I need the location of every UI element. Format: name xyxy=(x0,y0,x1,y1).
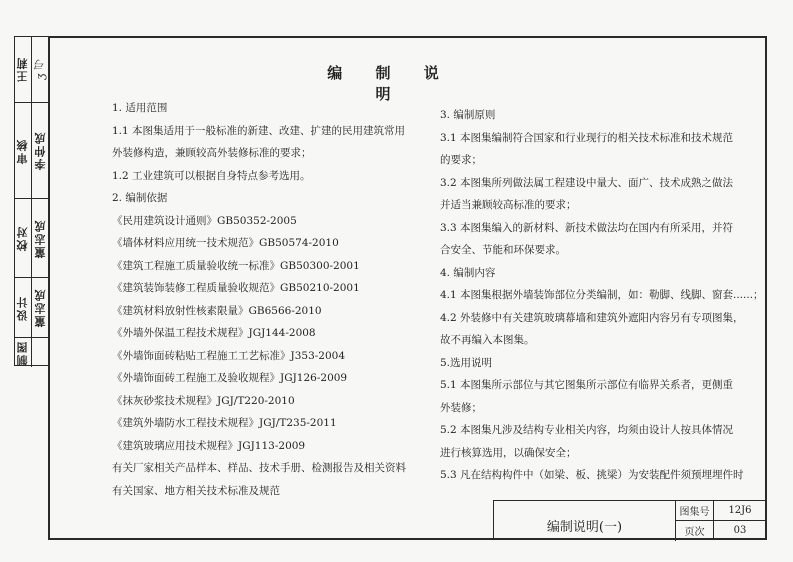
text-line: 《外墙饰面砖粘贴工程施工工艺标准》J353-2004 xyxy=(112,349,346,362)
text-line: 3.2 本图集所列做法属工程建设中量大、面广、技术成熟之做法 xyxy=(440,176,734,189)
text-line: 3.3 本图集编入的新材料、新技术做法均在国内有所采用，并符 xyxy=(440,221,734,234)
text-line: 《建筑外墙防水工程技术规程》JGJ/T235-2011 xyxy=(112,417,337,429)
text-line: 4.2 外装修中有关建筑玻璃幕墙和建筑外遮阳内容另有专项图集， xyxy=(440,311,744,324)
right-column xyxy=(440,104,764,487)
text-line: 合安全、节能和环保要求。 xyxy=(440,244,566,256)
text-line: 1.1 本图集适用于一般标准的新建、改建、扩建的民用建筑常用 xyxy=(112,124,406,137)
text-line: 有关国家、地方相关技术标准及规范 xyxy=(112,484,280,497)
page-number-label: 页次 xyxy=(676,521,714,539)
text-line: 4. 编制内容 xyxy=(440,266,496,279)
left-column xyxy=(112,97,406,502)
text-line: 《建筑装饰装修工程质量验收规范》GB50210-2001 xyxy=(112,282,360,294)
signature-role: 审核 xyxy=(16,137,29,164)
text-line: 《墙体材料应用统一技术规范》GB50574-2010 xyxy=(112,237,339,249)
signature-name: 董志成 xyxy=(33,288,47,327)
text-line: 的要求； xyxy=(440,154,482,166)
signature-strip xyxy=(14,36,48,366)
signature-name: 董志成 xyxy=(33,218,47,258)
signature-name: 李仲成 xyxy=(33,131,47,170)
text-line: 3. 编制原则 xyxy=(440,109,496,121)
text-line: 《外墙饰面砖工程施工及验收规程》JGJ126-2009 xyxy=(112,372,348,384)
text-line: 外装修构造，兼顾较高外装修标准的要求； xyxy=(112,147,312,159)
text-line: 故不再编入本图集。 xyxy=(440,334,535,346)
text-line: 3.1 本图集编制符合国家和行业现行的相关技术标准和技术规范 xyxy=(440,131,734,144)
text-line: 5.1 本图集所示部位与其它图集所示部位有临界关系者，更侧重 xyxy=(440,379,734,391)
signature-row-1 xyxy=(15,36,49,102)
text-line: 《外墙外保温工程技术规程》JGJ144-2008 xyxy=(112,327,316,339)
text-line: 2. 编制依据 xyxy=(112,192,168,204)
text-line: 1. 适用范围 xyxy=(112,102,168,114)
sheet-title: 编制说明(一) xyxy=(494,501,676,541)
text-line: 外装修； xyxy=(440,401,482,414)
text-line: 有关厂家相关产品样本、样品、技术手册、检测报告及相关资料 xyxy=(112,462,406,474)
text-line: 《民用建筑设计通则》GB50352-2005 xyxy=(112,214,297,227)
signature-row-5 xyxy=(15,337,49,367)
atlas-number-label: 图集号 xyxy=(676,501,714,521)
signature-role: 校对 xyxy=(16,225,29,251)
atlas-number-value: 12J6 xyxy=(714,501,766,521)
text-line: 5.3 凡在结构构件中（如梁、板、挑梁）为安装配件须预埋埋件时 xyxy=(440,469,744,481)
text-line: 进行核算选用，以确保安全； xyxy=(440,446,577,459)
signature-role: 设计 xyxy=(16,294,29,321)
text-line: 4.1 本图集根据外墙装饰部位分类编制，如：勒脚、线脚、窗套......； xyxy=(440,289,764,301)
text-line: 5.2 本图集凡涉及结构专业相关内容，均须由设计人按具体情况 xyxy=(440,424,734,436)
signature-role: 制图 xyxy=(16,339,29,366)
page-number-value: 03 xyxy=(733,524,747,536)
text-line: 《建筑玻璃应用技术规程》JGJ113-2009 xyxy=(112,439,306,452)
text-line: 并适当兼顾较高标准的要求； xyxy=(440,199,577,211)
title-block xyxy=(493,500,767,540)
signature-row-3 xyxy=(15,198,49,277)
text-line: 5.选用说明 xyxy=(440,356,493,369)
signature-row-2 xyxy=(15,102,49,198)
signature-mark: ʒ 弓 xyxy=(33,58,47,80)
page-title: 编 制 说 明 xyxy=(327,64,453,103)
signature-row-4 xyxy=(15,277,49,337)
text-line: 《建筑材料放射性核素限量》GB6566-2010 xyxy=(112,304,322,317)
signature-role: 王莉 xyxy=(16,56,29,82)
text-line: 《建筑工程施工质量验收统一标准》GB50300-2001 xyxy=(112,259,360,272)
text-line: 1.2 工业建筑可以根据自身特点参考选用。 xyxy=(112,169,311,182)
text-line: 《抹灰砂浆技术规程》JGJ/T220-2010 xyxy=(112,394,295,407)
